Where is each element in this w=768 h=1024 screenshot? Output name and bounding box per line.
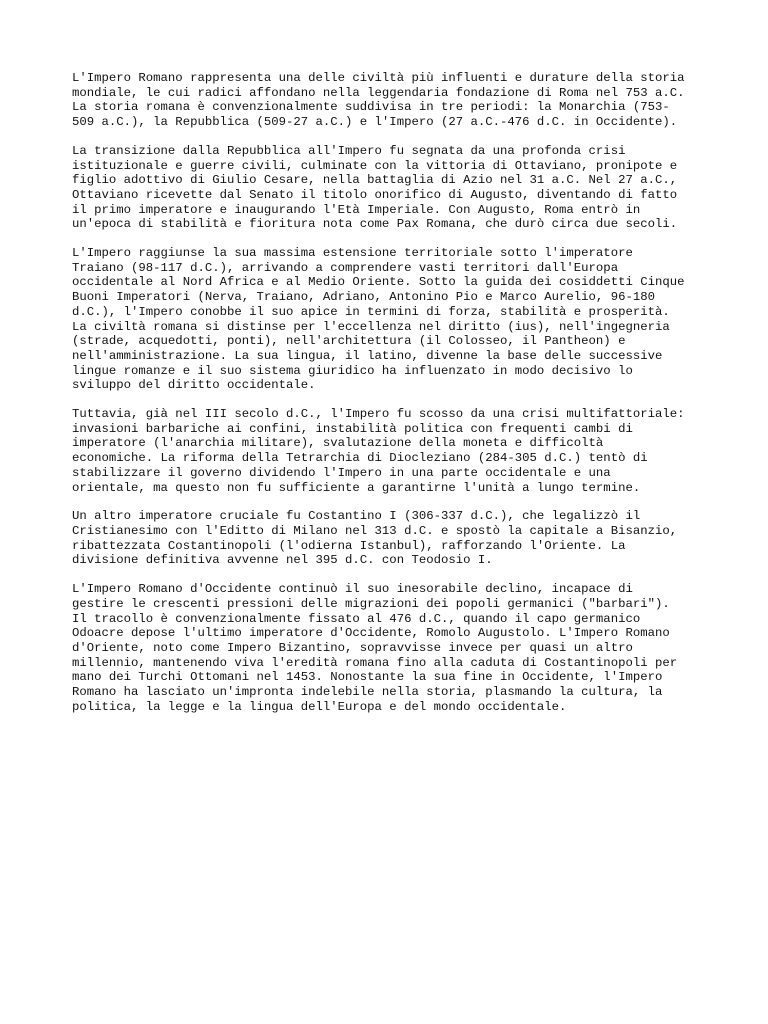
text-line: d.C.), l'Impero conobbe il suo apice in termini di forza, stabilità e prosperità. (72, 304, 670, 319)
text-line: Romano ha lasciato un'impronta indelebile nella storia, plasmando la cultura, la (72, 685, 663, 700)
text-line: ribattezzata Costantinopoli (l'odierna Istanbul), rafforzando l'Oriente. La (72, 538, 626, 553)
paragraph-6 (72, 582, 702, 714)
text-line: Tuttavia, già nel III secolo d.C., l'Impero fu scosso da una crisi multifattoriale: (72, 407, 685, 422)
paragraph-3 (72, 246, 702, 393)
text-line: L'Impero Romano rappresenta una delle civiltà più influenti e durature della storia (72, 71, 685, 85)
text-line: lingue romanze e il suo sistema giuridico ha influenzato in modo decisivo lo (72, 363, 633, 378)
text-line: istituzionale e guerre civili, culminate con la vittoria di Ottaviano, pronipote e (72, 158, 678, 173)
text-line: occidentale al Nord Africa e al Medio Oriente. Sotto la guida dei cosiddetti Cinque (72, 275, 685, 290)
text-line: Cristianesimo con l'Editto di Milano nel 313 d.C. e spostò la capitale a Bisanzio, (72, 523, 678, 538)
text-line: L'Impero raggiunse la sua massima estensione territoriale sotto l'imperatore (72, 246, 633, 261)
text-line: Un altro imperatore cruciale fu Costantino I (306-337 d.C.), che legalizzò il (72, 509, 641, 524)
text-line: Odoacre depose l'ultimo imperatore d'Occidente, Romolo Augustolo. L'Impero Romano (72, 626, 670, 641)
text-line: Il tracollo è convenzionalmente fissato al 476 d.C., quando il capo germanico (72, 611, 641, 626)
paragraph-4 (72, 407, 702, 495)
paragraph-2 (72, 144, 702, 232)
paragraph-5 (72, 509, 702, 568)
text-line: millennio, mantenendo viva l'eredità romana fino alla caduta di Costantinopoli per (72, 655, 678, 670)
text-line: un'epoca di stabilità e fioritura nota come Pax Romana, che durò circa due secoli. (72, 217, 678, 232)
text-line: sviluppo del diritto occidentale. (72, 378, 316, 393)
text-line: figlio adottivo di Giulio Cesare, nella battaglia di Azio nel 31 a.C. Nel 27 a.C., (72, 173, 678, 188)
text-line: nell'amministrazione. La sua lingua, il latino, divenne la base delle successive (72, 348, 663, 363)
text-line: invasioni barbariche ai confini, instabilità politica con frequenti cambi di (72, 421, 633, 436)
text-line: politica, la legge e la lingua dell'Europa e del mondo occidentale. (72, 699, 567, 714)
text-line: divisione definitiva avvenne nel 395 d.C. con Teodosio I. (72, 553, 493, 568)
text-line: 509 a.C.), la Repubblica (509-27 a.C.) e l'Impero (27 a.C.-476 d.C. in Occidente). (72, 115, 678, 130)
text-line: orientale, ma questo non fu sufficiente a garantirne l'unità a lungo termine. (72, 480, 641, 495)
text-line: L'Impero Romano d'Occidente continuò il suo inesorabile declino, incapace di (72, 582, 633, 597)
text-line: d'Oriente, noto come Impero Bizantino, sopravvisse invece per quasi un altro (72, 640, 633, 655)
text-line: La civiltà romana si distinse per l'eccellenza nel diritto (ius), nell'ingegneria (72, 319, 670, 334)
text-line: il primo imperatore e inaugurando l'Età Imperiale. Con Augusto, Roma entrò in (72, 202, 641, 217)
text-line: La storia romana è convenzionalmente suddivisa in tre periodi: la Monarchia (753- (72, 100, 670, 115)
text-line: economiche. La riforma della Tetrarchia di Diocleziano (284-305 d.C.) tentò di (72, 451, 648, 466)
text-line: mano dei Turchi Ottomani nel 1453. Nonostante la sua fine in Occidente, l'Impero (72, 670, 663, 685)
text-line: (strade, acquedotti, ponti), nell'architettura (il Colosseo, il Pantheon) e (72, 334, 626, 349)
text-line: Traiano (98-117 d.C.), arrivando a comprendere vasti territori dall'Europa (72, 260, 619, 275)
text-line: gestire le crescenti pressioni delle migrazioni dei popoli germanici ("barbari"). (72, 596, 670, 611)
text-line: La transizione dalla Repubblica all'Impero fu segnata da una profonda crisi (72, 143, 626, 158)
text-line: stabilizzare il governo dividendo l'Impero in una parte occidentale e una (72, 465, 611, 480)
text-line: imperatore (l'anarchia militare), svalutazione della moneta e difficoltà (72, 436, 604, 451)
text-line: Buoni Imperatori (Nerva, Traiano, Adriano, Antonino Pio e Marco Aurelio, 96-180 (72, 290, 655, 305)
text-line: mondiale, le cui radici affondano nella leggendaria fondazione di Roma nel 753 a.C. (72, 85, 685, 100)
paragraph-1 (72, 71, 702, 130)
text-line: Ottaviano ricevette dal Senato il titolo onorifico di Augusto, diventando di fatto (72, 187, 678, 202)
document-body (72, 71, 702, 728)
